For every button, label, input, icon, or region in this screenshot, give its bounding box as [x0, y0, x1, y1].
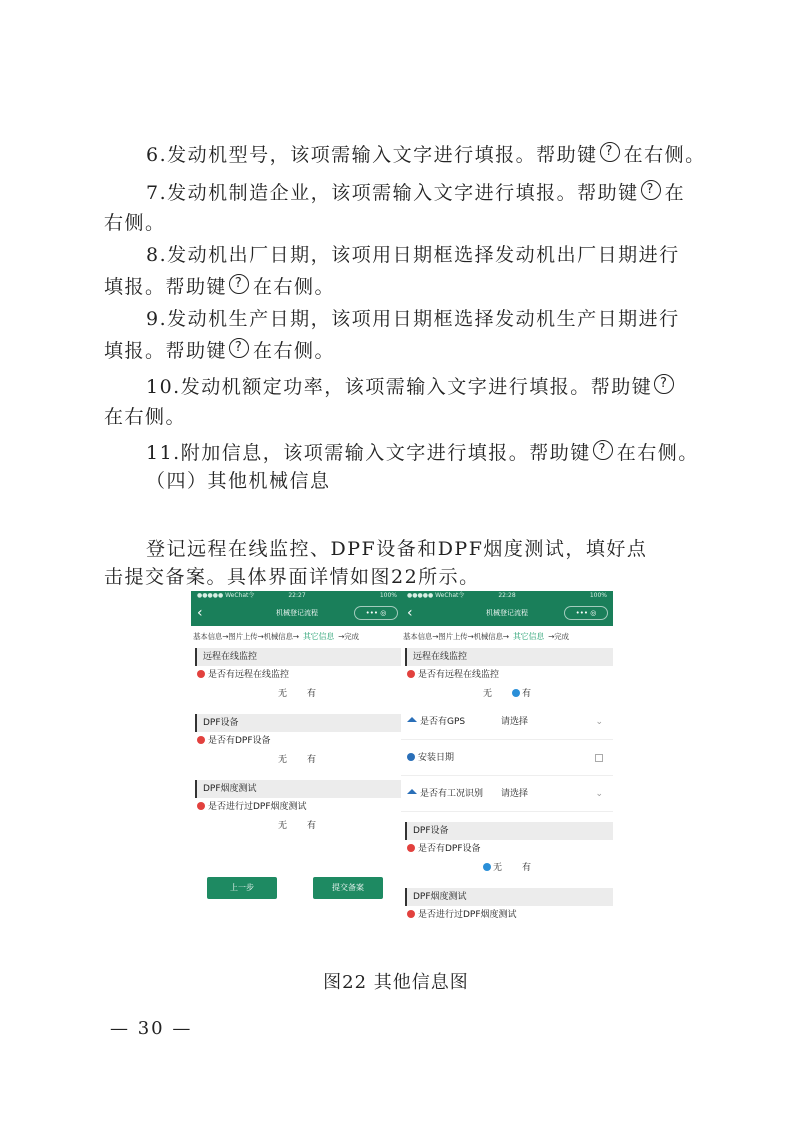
section-dpf-test: DPF烟度测试	[405, 888, 613, 906]
calendar-icon[interactable]	[595, 754, 603, 762]
question-label: 是否有远程在线监控	[208, 670, 290, 680]
battery-label: 100%	[379, 592, 397, 599]
step-indicator	[191, 626, 403, 648]
paragraph-11	[146, 438, 716, 468]
time-label: 22:28	[498, 592, 516, 599]
option-no[interactable]: 无	[482, 689, 492, 699]
question-label: 是否进行过DPF烟度测试	[208, 802, 307, 812]
chevron-down-icon: ⌄	[595, 789, 603, 799]
section-remote-monitor: 远程在线监控	[195, 648, 403, 666]
status-bar	[191, 591, 403, 600]
carrier-label: ●●●●● WeChat令	[407, 592, 465, 599]
paragraph-7	[146, 178, 746, 208]
required-icon	[197, 736, 205, 744]
paragraph-7-line2: 右侧。	[104, 212, 166, 234]
paragraph-6-text: 6.发动机型号，该项需输入文字进行填报。帮助键	[146, 144, 598, 166]
paragraph-9-tail: 在右侧。	[253, 340, 336, 362]
step-active: 其它信息	[512, 632, 545, 641]
gps-row[interactable]	[401, 704, 613, 740]
clock-icon	[407, 753, 415, 761]
help-icon: ?	[229, 338, 249, 358]
options-remote-monitor	[401, 684, 613, 704]
section-dpf-device: DPF设备	[405, 822, 613, 840]
page-number: — 30 —	[110, 1018, 193, 1039]
figure-caption: 图22 其他信息图	[323, 972, 469, 993]
paragraph-9-text: 填报。帮助键	[104, 340, 228, 362]
help-icon: ?	[593, 440, 613, 460]
question-label: 是否有DPF设备	[208, 736, 271, 746]
steps-after: →完成	[338, 632, 359, 641]
back-icon[interactable]: ‹	[407, 605, 413, 621]
paragraph-8-tail: 在右侧。	[253, 276, 336, 298]
question-label: 是否进行过DPF烟度测试	[418, 910, 517, 920]
help-icon: ?	[654, 374, 674, 394]
work-condition-label: 是否有工况识别	[420, 789, 484, 799]
required-icon	[407, 910, 415, 918]
question-dpf-test	[191, 798, 403, 816]
section-heading: （四）其他机械信息	[146, 470, 331, 492]
option-yes[interactable]: 有	[307, 821, 317, 831]
options-dpf-device	[191, 750, 403, 770]
option-yes[interactable]: 有	[522, 863, 532, 873]
steps-after: →完成	[548, 632, 569, 641]
required-icon	[197, 670, 205, 678]
question-label: 是否有远程在线监控	[418, 670, 500, 680]
paragraph-8-line2	[104, 272, 704, 302]
options-dpf-test	[191, 816, 403, 836]
house-icon	[407, 717, 417, 722]
step-active: 其它信息	[302, 632, 335, 641]
question-remote-monitor	[401, 666, 613, 684]
paragraph-6-tail: 在右侧。	[623, 144, 706, 166]
help-icon: ?	[641, 180, 661, 200]
chevron-down-icon: ⌄	[595, 717, 603, 727]
carrier-label: ●●●●● WeChat令	[197, 592, 255, 599]
battery-label: 100%	[589, 592, 607, 599]
option-no[interactable]: 无	[277, 689, 287, 699]
help-icon: ?	[600, 142, 620, 162]
screenshot-right	[401, 591, 613, 964]
required-icon	[197, 802, 205, 810]
prev-step-button[interactable]: 上一步	[207, 877, 277, 899]
nav-title: 机械登记流程	[276, 609, 318, 617]
gps-select[interactable]: 请选择	[501, 717, 529, 727]
nav-bar	[401, 600, 613, 626]
help-icon: ?	[229, 274, 249, 294]
nav-title: 机械登记流程	[486, 609, 528, 617]
paragraph-10-text: 10.发动机额定功率，该项需输入文字进行填报。帮助键	[146, 376, 653, 398]
question-label: 是否有DPF设备	[418, 844, 481, 854]
option-no[interactable]: 无	[277, 821, 287, 831]
house-icon	[407, 789, 417, 794]
section-dpf-test: DPF烟度测试	[195, 780, 403, 798]
option-yes-label: 有	[522, 689, 532, 699]
options-remote-monitor	[191, 684, 403, 704]
question-dpf-device	[191, 732, 403, 750]
work-condition-select[interactable]: 请选择	[501, 789, 529, 799]
back-icon[interactable]: ‹	[197, 605, 203, 621]
status-bar	[401, 591, 613, 600]
question-remote-monitor	[191, 666, 403, 684]
paragraph-6	[146, 140, 746, 170]
section-remote-monitor: 远程在线监控	[405, 648, 613, 666]
option-no-label: 无	[492, 863, 502, 873]
nav-bar	[191, 600, 403, 626]
option-yes[interactable]: 有	[307, 689, 317, 699]
time-label: 22:27	[288, 592, 306, 599]
paragraph-11-text: 11.附加信息，该项需输入文字进行填报。帮助键	[146, 442, 591, 464]
paragraph-9: 9.发动机生产日期，该项用日期框选择发动机生产日期进行	[146, 308, 680, 330]
option-no-selected[interactable]	[483, 863, 502, 873]
work-condition-row[interactable]	[401, 776, 613, 812]
option-yes[interactable]: 有	[307, 755, 317, 765]
question-dpf-device	[401, 840, 613, 858]
submit-button[interactable]: 提交备案	[313, 877, 383, 899]
options-dpf-device	[401, 858, 613, 878]
paragraph-9-line2	[104, 336, 704, 366]
paragraph-8: 8.发动机出厂日期，该项用日期框选择发动机出厂日期进行	[146, 244, 680, 266]
radio-selected-icon	[483, 863, 491, 871]
paragraph-11-tail: 在右侧。	[616, 442, 699, 464]
menu-capsule[interactable]: ••• ◎	[564, 606, 608, 620]
paragraph-10-line2: 在右侧。	[104, 406, 187, 428]
gps-label: 是否有GPS	[420, 717, 466, 727]
install-date-row[interactable]	[401, 740, 613, 776]
screenshot-left	[191, 591, 403, 964]
paragraph-8-text: 填报。帮助键	[104, 276, 228, 298]
steps-before: 基本信息→图片上传→机械信息→	[403, 632, 509, 641]
steps-before: 基本信息→图片上传→机械信息→	[193, 632, 299, 641]
paragraph-7-text: 7.发动机制造企业，该项需输入文字进行填报。帮助键	[146, 182, 639, 204]
intro-paragraph: 登记远程在线监控、DPF设备和DPF烟度测试，填好点	[146, 538, 648, 560]
radio-selected-icon	[512, 689, 520, 697]
option-no[interactable]: 无	[277, 755, 287, 765]
install-date-label: 安装日期	[418, 753, 455, 763]
step-indicator	[401, 626, 613, 648]
question-dpf-test	[401, 906, 613, 924]
intro-paragraph-line2: 击提交备案。具体界面详情如图22所示。	[104, 566, 480, 588]
paragraph-7-tail: 在	[664, 182, 686, 204]
required-icon	[407, 844, 415, 852]
paragraph-10	[146, 372, 706, 402]
option-yes-selected[interactable]	[512, 689, 531, 699]
menu-capsule[interactable]: ••• ◎	[354, 606, 398, 620]
section-dpf-device: DPF设备	[195, 714, 403, 732]
required-icon	[407, 670, 415, 678]
